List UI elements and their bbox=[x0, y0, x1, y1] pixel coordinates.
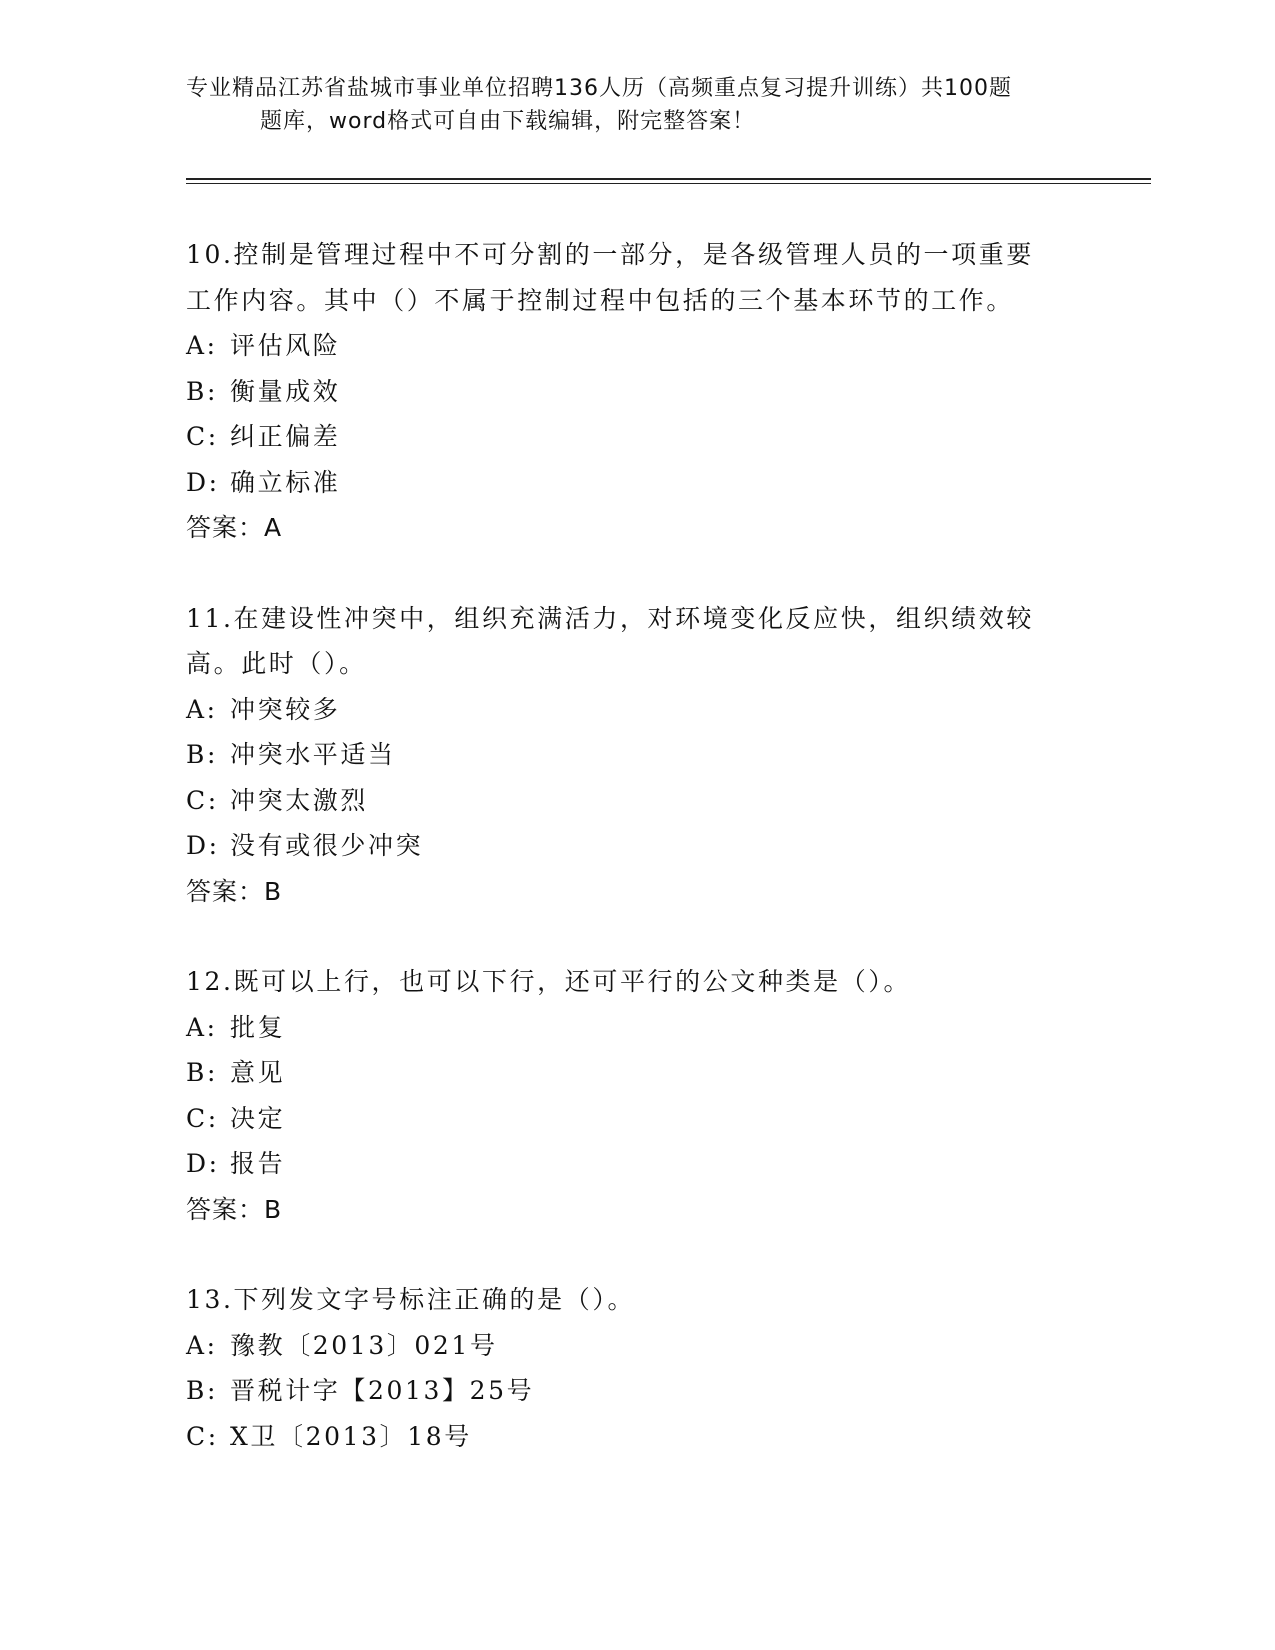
option-letter: C: bbox=[186, 1421, 219, 1451]
option-d bbox=[186, 460, 1086, 506]
option-text: 冲突水平适当 bbox=[230, 740, 396, 769]
option-text: 确立标准 bbox=[230, 467, 341, 497]
option-c bbox=[186, 414, 1086, 460]
option-letter: B: bbox=[186, 740, 218, 769]
option-letter: D: bbox=[186, 831, 220, 860]
option-b bbox=[186, 369, 1086, 415]
answer-line: 答案：B bbox=[186, 1194, 283, 1224]
option-text: 批复 bbox=[230, 1012, 286, 1042]
option-text: 晋税计字【2013】25号 bbox=[230, 1376, 535, 1405]
option-letter: A: bbox=[186, 1330, 218, 1360]
option-letter: A: bbox=[186, 331, 218, 360]
option-letter: C: bbox=[186, 785, 219, 815]
question-stem-line: 12.既可以上行，也可以下行，还可平行的公文种类是（）。 bbox=[186, 967, 912, 996]
question-11 bbox=[186, 596, 1086, 915]
question-spacer bbox=[186, 551, 1086, 596]
option-letter: C: bbox=[186, 422, 219, 451]
option-b bbox=[186, 1368, 1086, 1414]
question-12 bbox=[186, 959, 1086, 1232]
answer-line: 答案：A bbox=[186, 513, 283, 542]
question-stem-line: 10.控制是管理过程中不可分割的一部分，是各级管理人员的一项重要 bbox=[186, 240, 1034, 269]
header-title-line-2: 题库，word格式可自由下载编辑，附完整答案！ bbox=[260, 109, 756, 134]
question-stem-line: 高。此时（）。 bbox=[186, 649, 367, 678]
question-13 bbox=[186, 1277, 1086, 1459]
option-text: 评估风险 bbox=[230, 331, 341, 360]
option-b bbox=[186, 732, 1086, 778]
option-text: 衡量成效 bbox=[230, 376, 341, 406]
option-c bbox=[186, 1414, 1086, 1460]
question-spacer bbox=[186, 914, 1086, 959]
option-letter: B: bbox=[186, 1376, 218, 1405]
option-letter: A: bbox=[186, 694, 218, 724]
option-d bbox=[186, 823, 1086, 869]
question-stem-line: 工作内容。其中（）不属于控制过程中包括的三个基本环节的工作。 bbox=[186, 285, 1015, 315]
header-divider-thick bbox=[186, 178, 1151, 180]
option-c bbox=[186, 1096, 1086, 1142]
header-divider-thin bbox=[186, 183, 1151, 184]
option-letter: D: bbox=[186, 467, 220, 497]
option-text: 纠正偏差 bbox=[230, 422, 341, 451]
question-spacer bbox=[186, 1232, 1086, 1277]
option-text: 冲突较多 bbox=[230, 694, 341, 724]
option-letter: C: bbox=[186, 1103, 219, 1133]
question-10 bbox=[186, 232, 1086, 551]
option-d bbox=[186, 1141, 1086, 1187]
option-text: 冲突太激烈 bbox=[230, 785, 369, 815]
option-letter: A: bbox=[186, 1012, 218, 1042]
option-text: 豫教〔2013〕021号 bbox=[230, 1330, 498, 1360]
answer-line: 答案：B bbox=[186, 876, 283, 906]
question-stem-line: 11.在建设性冲突中，组织充满活力，对环境变化反应快，组织绩效较 bbox=[186, 603, 1034, 633]
option-letter: B: bbox=[186, 1058, 218, 1087]
option-a bbox=[186, 323, 1086, 369]
option-a bbox=[186, 1323, 1086, 1369]
option-a bbox=[186, 687, 1086, 733]
option-letter: B: bbox=[186, 376, 218, 406]
option-text: 决定 bbox=[230, 1103, 286, 1133]
question-stem-line: 13.下列发文字号标注正确的是（）。 bbox=[186, 1285, 636, 1314]
document-header bbox=[186, 72, 1086, 138]
option-text: 意见 bbox=[230, 1058, 286, 1087]
option-letter: D: bbox=[186, 1149, 220, 1178]
option-c bbox=[186, 778, 1086, 824]
question-list bbox=[186, 232, 1086, 1459]
option-b bbox=[186, 1050, 1086, 1096]
option-a bbox=[186, 1005, 1086, 1051]
header-title-line-1: 专业精品江苏省盐城市事业单位招聘136人历（高频重点复习提升训练）共100题 bbox=[186, 76, 1012, 101]
option-text: X卫〔2013〕18号 bbox=[230, 1421, 472, 1451]
option-text: 报告 bbox=[230, 1149, 286, 1178]
option-text: 没有或很少冲突 bbox=[230, 831, 424, 860]
